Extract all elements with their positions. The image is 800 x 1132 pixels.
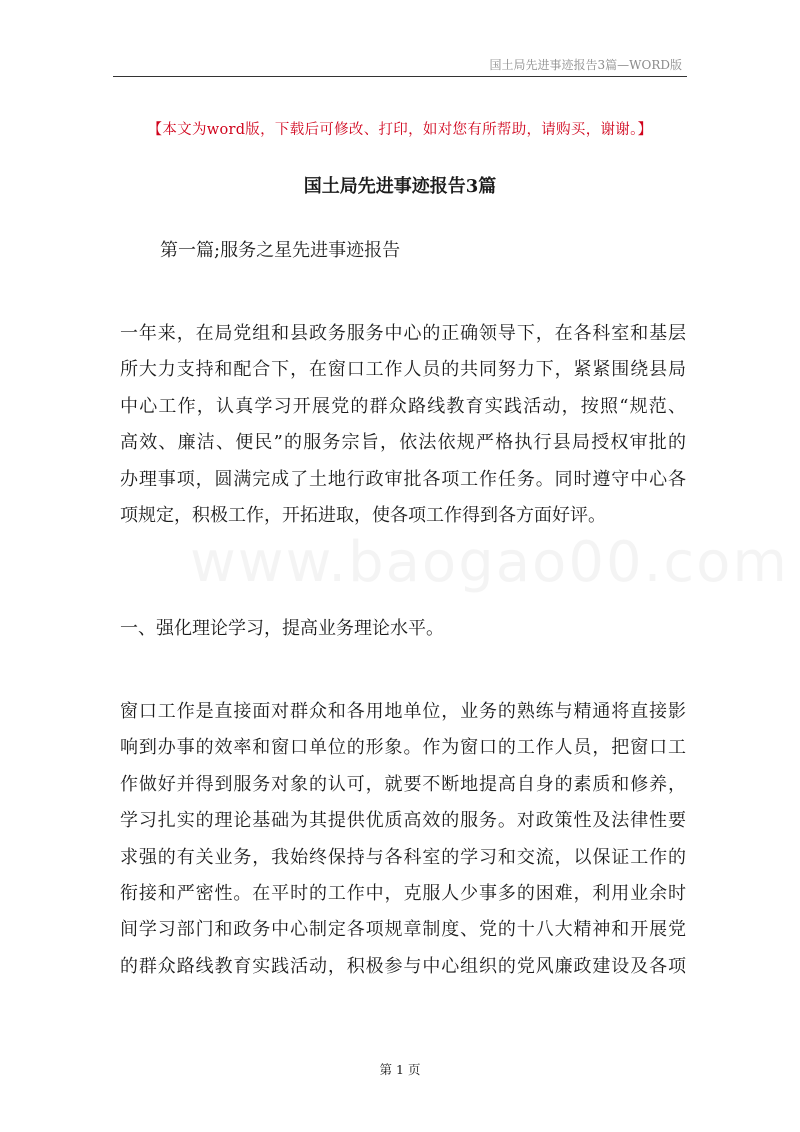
header-rule [113,76,687,77]
running-header: 国土局先进事迹报告3篇—WORD版 [489,58,682,72]
text-line: 作做好并得到服务对象的认可，就要不断地提高自身的素质和修养， [120,773,686,795]
text-line: 办理事项，圆满完成了土地行政审批各项工作任务。同时遵守中心各 [120,468,686,490]
paragraph-intro [120,316,686,534]
text-line: 的群众路线教育实践活动，积极参与中心组织的党风廉政建设及各项 [120,955,686,977]
text-line: 项规定，积极工作，开拓进取，使各项工作得到各方面好评。 [120,504,606,526]
text-line: 求强的有关业务，我始终保持与各科室的学习和交流，以保证工作的 [120,846,686,868]
section-heading: 一、强化理论学习，提高业务理论水平。 [120,618,444,639]
text-line: 中心工作，认真学习开展党的群众路线教育实践活动，按照“规范、 [120,395,686,417]
text-line: 一年来，在局党组和县政务服务中心的正确领导下，在各科室和基层 [120,323,686,344]
document-title: 国土局先进事迹报告3篇 [303,176,497,197]
text-line: 学习扎实的理论基础为其提供优质高效的服务。对政策性及法律性要 [120,810,686,832]
section-subtitle: 第一篇;服务之星先进事迹报告 [160,240,401,261]
text-line: 间学习部门和政务中心制定各项规章制度、党的十八大精神和开展党 [120,919,686,941]
page-number: 第 1 页 [379,1062,421,1077]
text-line: 响到办事的效率和窗口单位的形象。作为窗口的工作人员，把窗口工 [120,737,686,759]
text-line: 窗口工作是直接面对群众和各用地单位，业务的熟练与精通将直接影 [120,701,686,722]
watermark [190,530,789,595]
purchase-notice: 【本文为word版，下载后可修改、打印，如对您有所帮助，请购买，谢谢。】 [147,122,653,138]
text-line: 所大力支持和配合下，在窗口工作人员的共同努力下，紧紧围绕县局 [120,359,686,381]
text-line: 衔接和严密性。在平时的工作中，克服人少事多的困难，利用业余时 [120,882,686,904]
text-line: 高效、廉洁、便民”的服务宗旨，依法依规严格执行县局授权审批的 [120,432,686,454]
paragraph-body [120,694,686,985]
